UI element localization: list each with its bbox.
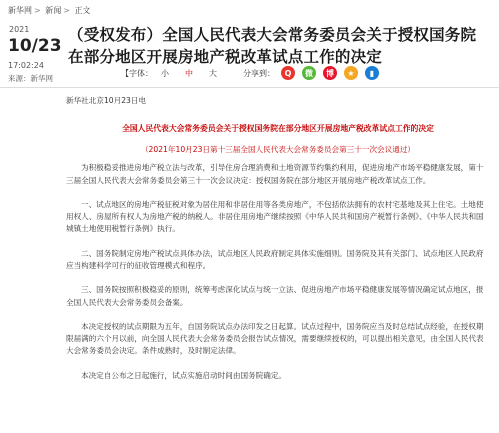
breadcrumb-separator: > [63,6,70,15]
body-paragraph: 本决定授权的试点期限为五年，自国务院试点办法印发之日起算。试点过程中，国务院应当及时总结试点经验，在授权期限届满的六个月以前，向全国人民代表大会常务委员会报告试点情况，需要继续授权的，可以提出相关意见，由全国人民代表大会常务委员会决定。条件成熟时，及时制定法律。 [66,321,484,356]
font-size-medium-button[interactable]: 中 [185,68,193,78]
font-size-small-button[interactable]: 小 [161,68,169,78]
publish-time: 17:02:24 [8,61,44,70]
body-paragraph: 三、国务院按照积极稳妥的原则，统筹考虑深化试点与统一立法、促进房地产市场平稳健康发展等情况确定试点地区，报全国人民代表大会常务委员会备案。 [66,285,484,307]
mobile-icon[interactable]: ▮ [365,66,379,80]
article-toolbar [121,66,386,80]
body-paragraph: 一、试点地区的房地产税征税对象为居住用和非居住用等各类房地产，不包括依法拥有的农村宅基地及其上住宅。土地使用权人、房屋所有权人为房地产税的纳税人。非居住用房地产继续按照《中华人民共和国房产税暂行条例》、《中华人民共和国城镇土地使用税暂行条例》执行。 [66,199,484,234]
document-title: 全国人民代表大会常务委员会关于授权国务院在部分地区开展房地产税改革试点工作的决定 [122,124,434,134]
breadcrumb-news-link[interactable]: 新闻 [45,6,62,15]
body-paragraph: 二、国务院制定房地产税试点具体办法，试点地区人民政府制定具体实施细则。国务院及其有关部门、试点地区人民政府应当构建科学可行的征收管理模式和程序。 [66,248,484,270]
article-title: （受权发布）全国人民代表大会常务委员会关于授权国务院在部分地区开展房地产税改革试点工作的决定 [68,26,477,67]
qzone-icon[interactable]: ★ [344,66,358,80]
wechat-icon[interactable]: 微 [302,66,316,80]
breadcrumb-current: 正文 [74,6,91,15]
article-body [66,95,490,388]
font-size-label: 【字体： [121,68,153,78]
qq-icon[interactable]: Q [281,66,295,80]
body-paragraph: 本决定自公布之日起施行，试点实施启动时间由国务院确定。 [81,370,287,380]
breadcrumb [8,5,93,16]
share-label: 分享到： [243,68,275,78]
publish-year: 2021 [9,25,30,34]
breadcrumb-home-link[interactable]: 新华网 [8,6,32,15]
article-source: 来源：新华网 [8,74,53,83]
publish-date-block [8,25,62,84]
weibo-icon[interactable]: 博 [323,66,337,80]
header-divider [0,87,499,88]
body-paragraph: 为积极稳妥推进房地产税立法与改革，引导住房合理消费和土地资源节约集约利用，促进房地产市场平稳健康发展，第十三届全国人民代表大会常务委员会第三十一次会议决定：授权国务院在部分地区开展房地产税改革试点工作。 [66,163,484,185]
font-size-large-button[interactable]: 大 [209,68,217,78]
publish-month-day: 10/23 [8,36,62,56]
breadcrumb-separator: > [34,6,41,15]
article-dateline: 新华社北京10月23日电 [66,96,147,105]
document-subtitle: （2021年10月23日第十三届全国人民代表大会常务委员会第三十一次会议通过） [140,144,416,154]
